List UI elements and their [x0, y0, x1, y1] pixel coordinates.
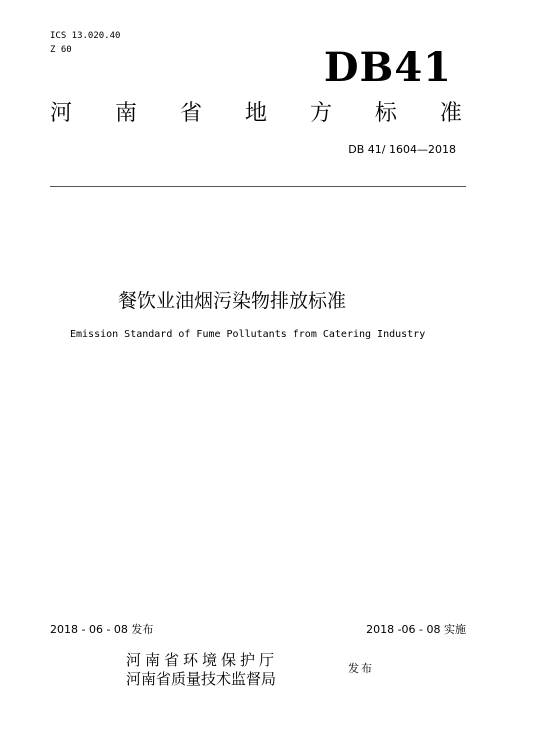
document-title-chinese: 餐饮业油烟污染物排放标准	[118, 290, 347, 312]
issuer-environmental-protection: 河南省环境保护厅	[126, 651, 279, 669]
header-divider	[50, 186, 466, 187]
issuer-quality-supervision: 河南省质量技术监督局	[126, 670, 277, 688]
standard-type-char: 标	[374, 101, 397, 126]
issuing-authorities	[126, 651, 278, 689]
implementation-date: 2018 -06 - 08 实施	[366, 623, 466, 636]
classification-code: Z 60	[50, 45, 72, 55]
standard-type-char: 南	[114, 101, 137, 126]
standard-number: DB 41/ 1604—2018	[348, 143, 456, 156]
standard-type-char: 准	[439, 101, 462, 126]
standard-code-logo: DB41	[323, 44, 452, 91]
standard-type-char: 地	[244, 101, 267, 126]
document-title-english: Emission Standard of Fume Pollutants from Catering Industry	[70, 329, 426, 340]
issue-label: 发布	[348, 662, 374, 675]
release-date: 2018 - 06 - 08 发布	[50, 623, 154, 636]
standard-type-char: 省	[179, 101, 202, 126]
standard-type-char: 方	[309, 101, 332, 126]
standard-type-char: 河	[50, 101, 73, 126]
standard-type-heading	[50, 103, 462, 125]
ics-code: ICS 13.020.40	[50, 31, 121, 41]
